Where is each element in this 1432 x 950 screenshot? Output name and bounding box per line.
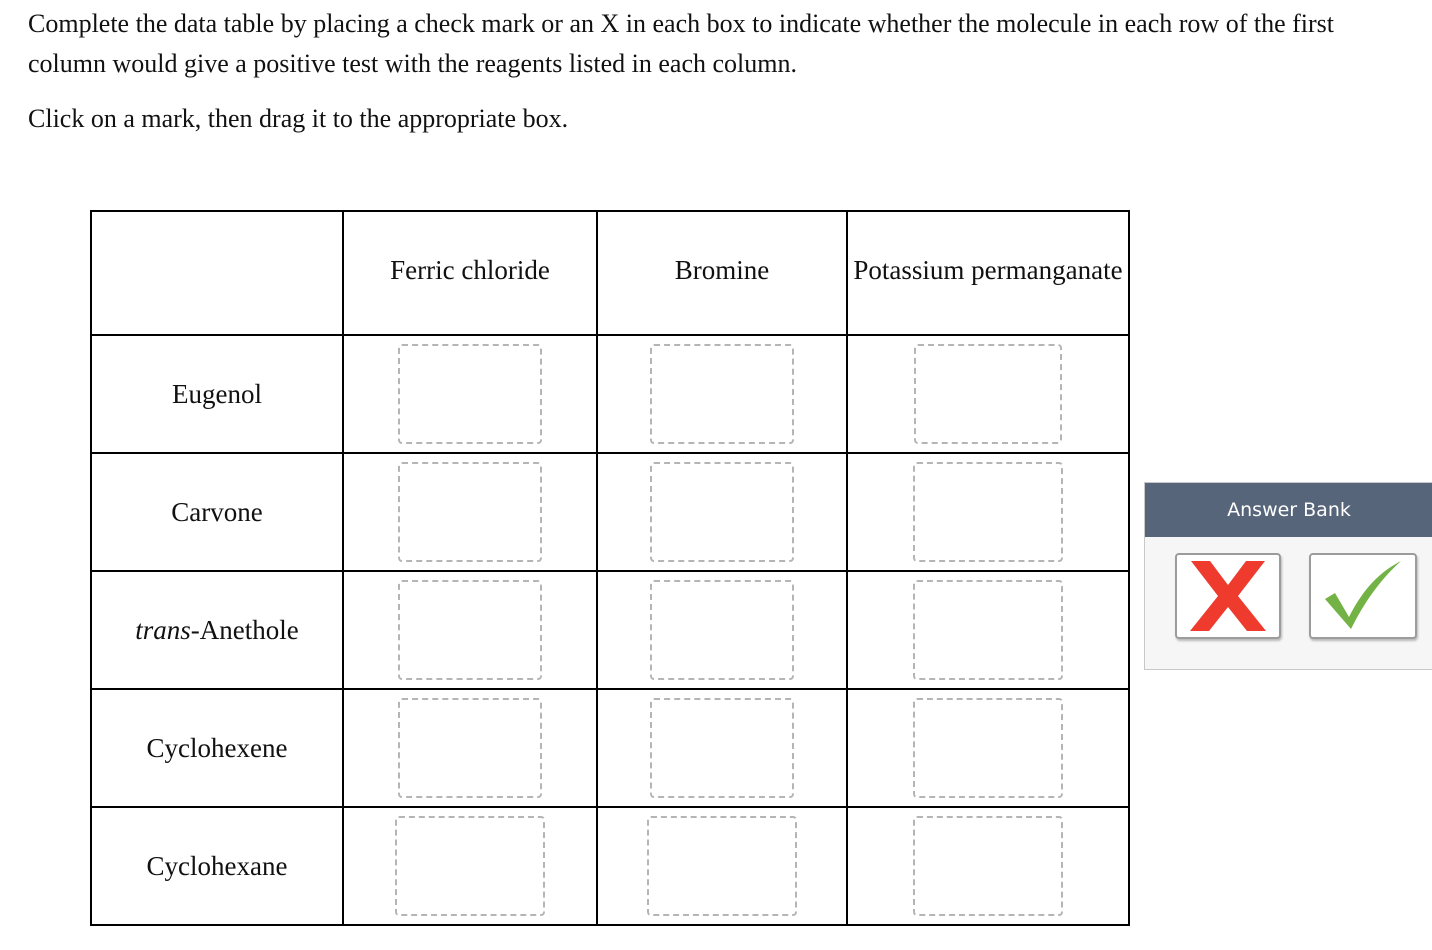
cell [847,335,1129,453]
drop-box-cyclohexene-potassium-permanganate[interactable] [913,698,1063,798]
answer-bank-title: Answer Bank [1145,483,1432,537]
cell [847,453,1129,571]
molecule-name-prefix: trans [135,614,191,645]
table-row [91,807,1129,925]
molecule-name-main: -Anethole [190,614,299,645]
check-mark-tile[interactable] [1309,553,1417,639]
cell [343,335,597,453]
molecule-name: Eugenol [172,378,262,409]
header-cell-molecule [91,211,343,335]
check-mark-icon [1311,555,1415,637]
row-label-cell [91,689,343,807]
table-row [91,453,1129,571]
molecule-name: Cyclohexene [146,732,288,763]
data-table [90,210,1130,926]
cell [343,807,597,925]
cell [597,689,847,807]
drop-box-eugenol-potassium-permanganate[interactable] [914,344,1062,444]
instruction-text: Complete the data table by placing a check mark or an X in each box to indicate whether the molecule in each row of the first column would give a positive test with the reagents listed in each column. [28,9,1335,78]
drop-box-cyclohexane-potassium-permanganate[interactable] [913,816,1063,916]
header-cell-potassium-permanganate: Potassium permanganate [847,211,1129,335]
x-mark-shape [1190,561,1266,631]
drop-box-eugenol-ferric-chloride[interactable] [398,344,542,444]
molecule-name [135,615,299,646]
table-row [91,571,1129,689]
cell [597,571,847,689]
instruction-drag-hint: Click on a mark, then drag it to the appropriate box. [28,104,569,133]
cell [847,689,1129,807]
check-mark-shape [1325,561,1401,629]
header-cell-bromine: Bromine [597,211,847,335]
cell [597,807,847,925]
drop-box-carvone-ferric-chloride[interactable] [398,462,542,562]
drop-box-eugenol-bromine[interactable] [650,344,794,444]
instructions [28,4,1408,139]
cell [847,571,1129,689]
drop-box-cyclohexene-bromine[interactable] [650,698,794,798]
row-label-cell [91,453,343,571]
table-row [91,689,1129,807]
molecule-name: Carvone [171,496,263,527]
drop-box-trans-anethole-ferric-chloride[interactable] [398,580,542,680]
molecule-name: Cyclohexane [146,850,288,881]
row-label-cell [91,335,343,453]
cell [847,807,1129,925]
cell [597,335,847,453]
cell [343,453,597,571]
cell [343,689,597,807]
drop-box-carvone-bromine[interactable] [650,462,794,562]
x-mark-tile[interactable] [1175,553,1281,639]
x-mark-icon [1177,555,1279,637]
row-label-cell [91,807,343,925]
cell [343,571,597,689]
cell [597,453,847,571]
drop-box-trans-anethole-bromine[interactable] [650,580,794,680]
table-row [91,335,1129,453]
drop-box-trans-anethole-potassium-permanganate[interactable] [913,580,1063,680]
row-label-cell [91,571,343,689]
drop-box-carvone-potassium-permanganate[interactable] [913,462,1063,562]
drop-box-cyclohexane-bromine[interactable] [647,816,797,916]
drop-box-cyclohexene-ferric-chloride[interactable] [398,698,542,798]
answer-bank [1144,482,1432,670]
header-cell-ferric-chloride: Ferric chloride [343,211,597,335]
header-row [91,211,1129,335]
drop-box-cyclohexane-ferric-chloride[interactable] [395,816,545,916]
